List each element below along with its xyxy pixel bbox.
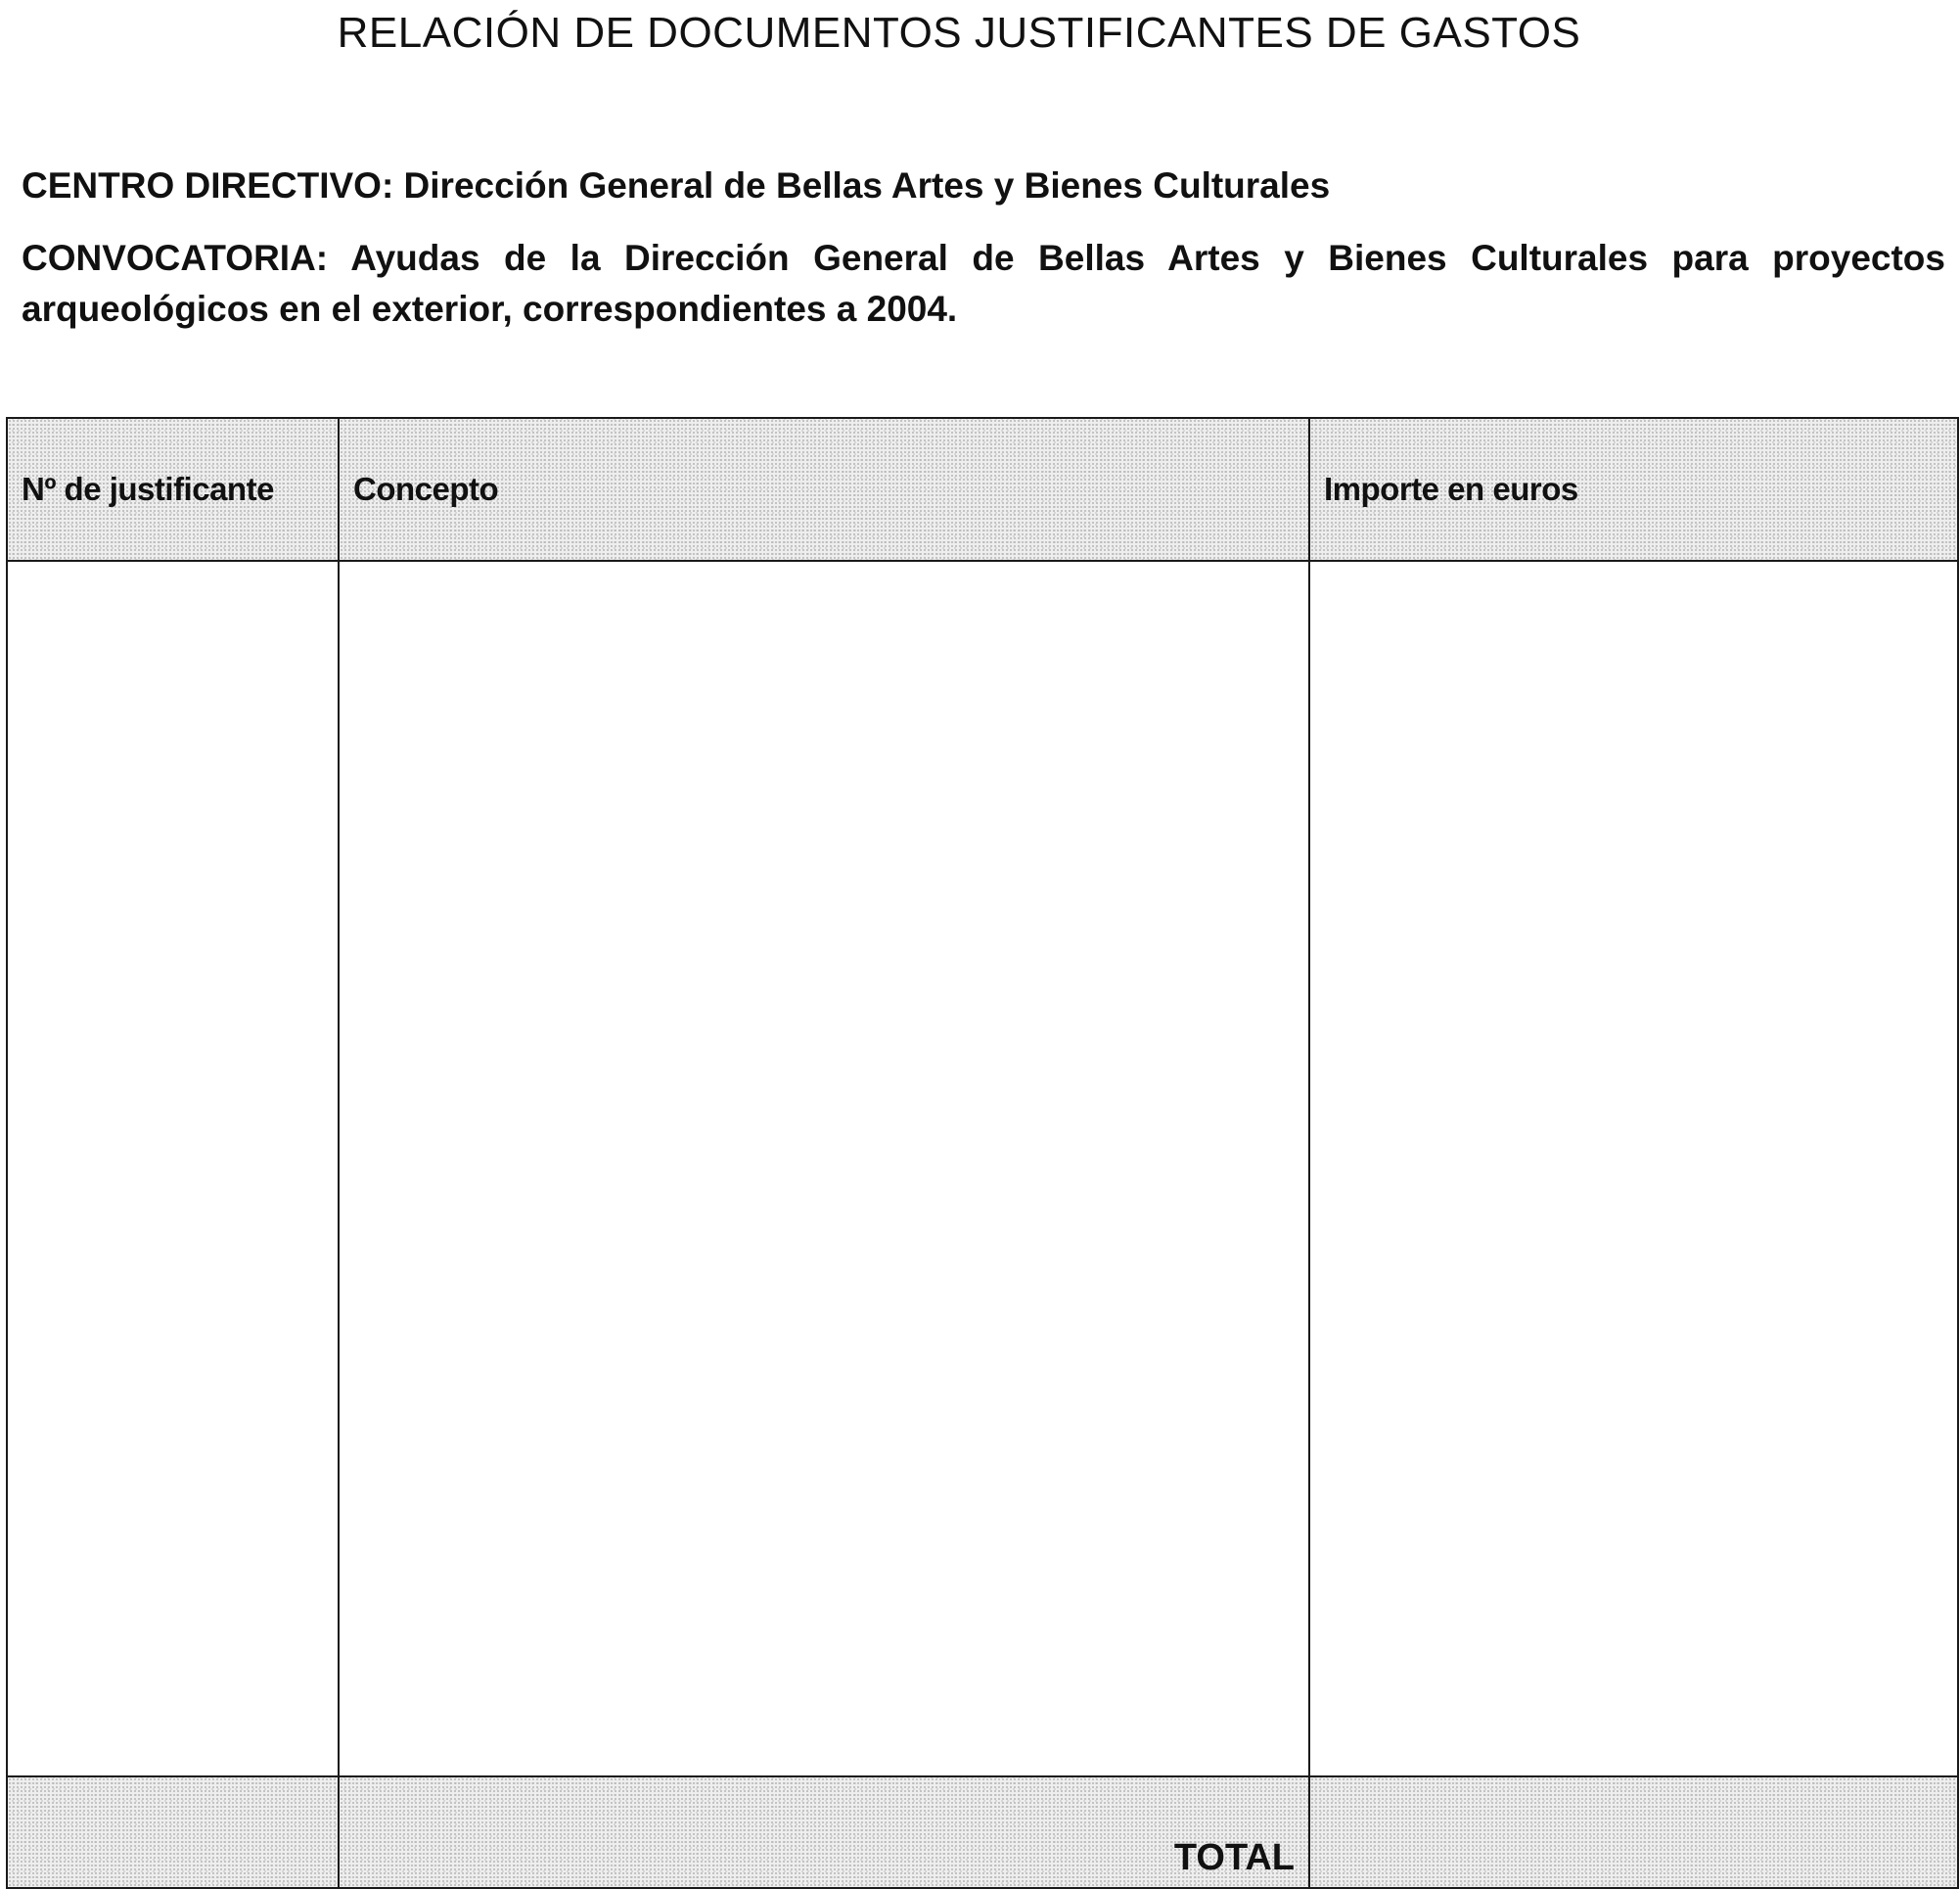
table-row <box>7 561 1958 1776</box>
expense-table <box>6 417 1959 1889</box>
total-label: TOTAL <box>339 1776 1309 1888</box>
document-title: RELACIÓN DE DOCUMENTOS JUSTIFICANTES DE GASTOS <box>337 9 1581 57</box>
total-value-cell[interactable] <box>1309 1776 1958 1888</box>
column-header-importe: Importe en euros <box>1309 418 1958 561</box>
convocatoria: CONVOCATORIA: Ayudas de la Dirección General de Bellas Artes y Bienes Culturales para proyectos arqueológicos en el exterior, correspondientes a 2004. <box>22 238 1945 329</box>
centro-directivo: CENTRO DIRECTIVO: Dirección General de Bellas Artes y Bienes Culturales <box>22 165 1331 206</box>
table-header-row <box>7 418 1958 561</box>
total-row <box>7 1776 1958 1888</box>
total-row-empty-cell <box>7 1776 339 1888</box>
column-header-concepto: Concepto <box>339 418 1309 561</box>
cell-importe[interactable] <box>1309 561 1958 1776</box>
cell-numero-justificante[interactable] <box>7 561 339 1776</box>
cell-concepto[interactable] <box>339 561 1309 1776</box>
column-header-numero-justificante: Nº de justificante <box>7 418 339 561</box>
